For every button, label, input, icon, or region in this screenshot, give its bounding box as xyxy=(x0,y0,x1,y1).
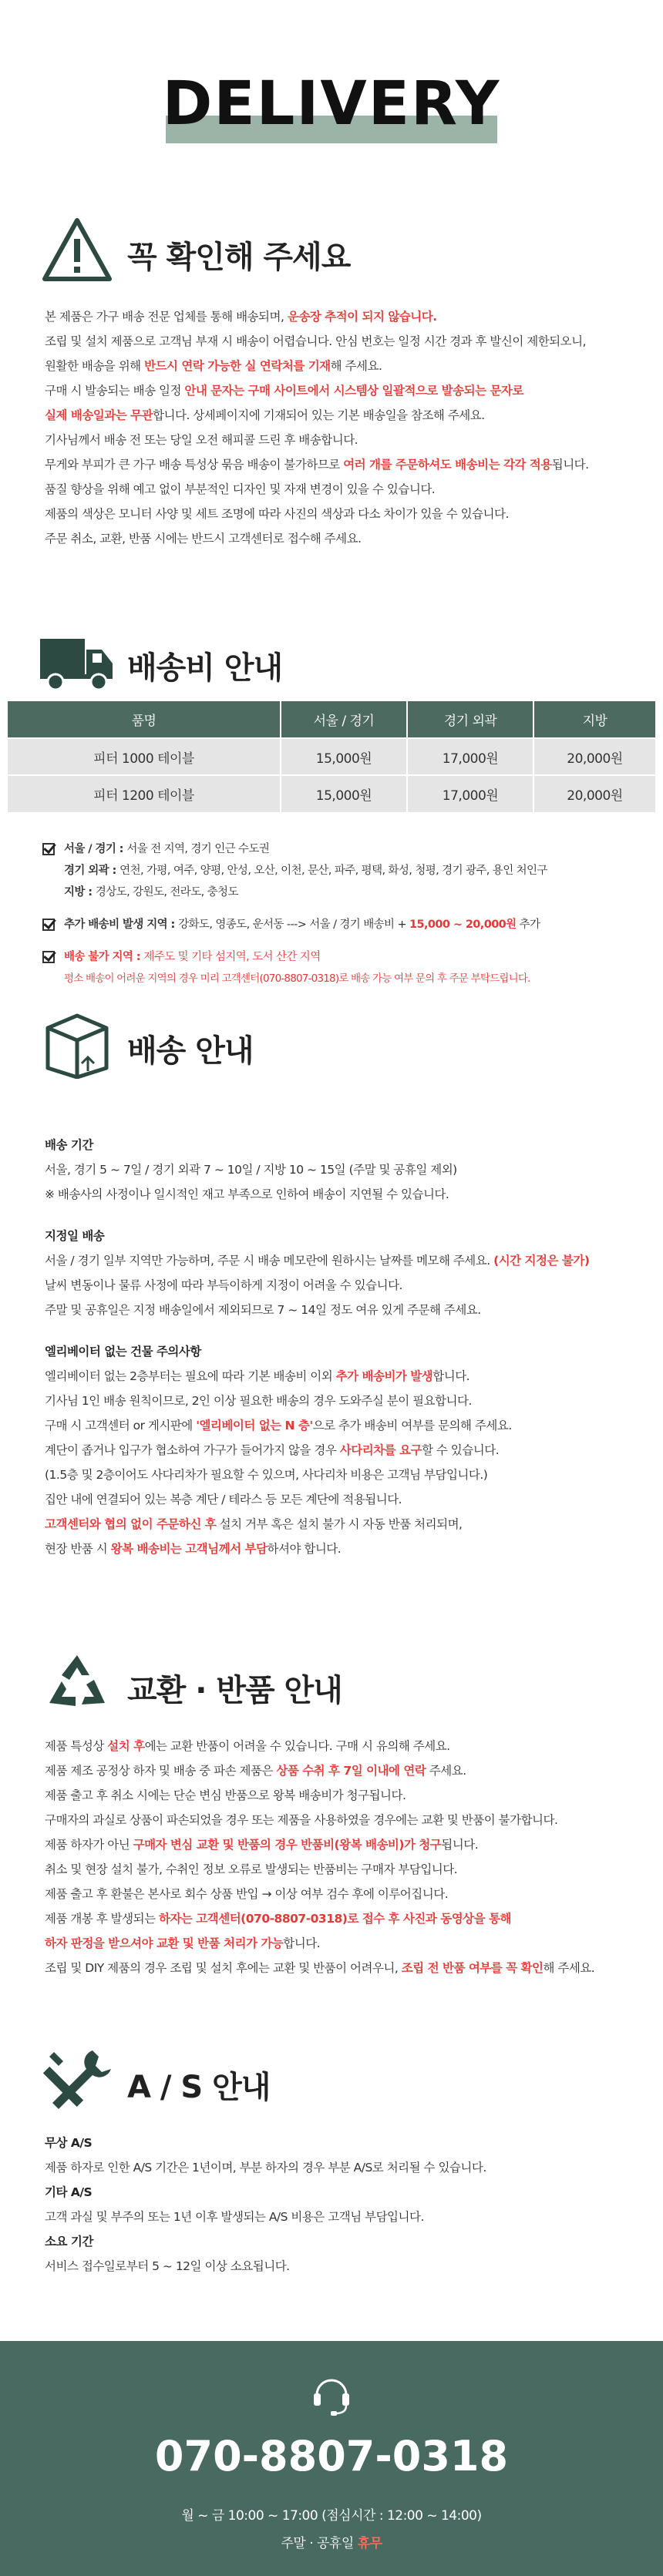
region-note-gyeonggi xyxy=(42,860,644,882)
notice-line: 조립 및 설치 제품으로 고객님 부재 시 배송이 어렵습니다. 안심 번호는 일정 시간 경과 후 발신이 제한되오니, xyxy=(45,334,587,348)
local-label: 지방 : xyxy=(64,886,96,898)
local-value: 경상도, 강원도, 전라도, 충청도 xyxy=(95,886,238,898)
returns-line: 구매자의 과실로 상품이 파손되었을 경우 또는 제품을 사용하였을 경우에는 교환 및 반품이 불가합니다. xyxy=(45,1813,558,1827)
extra-suffix: 추가 xyxy=(516,919,540,931)
recycle-icon xyxy=(39,1649,116,1718)
nodelivery-label: 배송 불가 지역 : xyxy=(64,951,144,963)
delivery-header xyxy=(39,1009,624,1079)
fee-header xyxy=(39,628,624,697)
table-row xyxy=(8,775,655,812)
date-line: 서울 / 경기 일부 지역만 가능하며, 주문 시 배송 메모란에 원하시는 날짜를 메모해 주세요. (시간 지정은 불가) xyxy=(45,1254,590,1268)
table-cell: 20,000원 xyxy=(533,738,655,775)
notice-line: 무게와 부피가 큰 가구 배송 특성상 묶음 배송이 불가하므로 여러 개를 주문하셔도 배송비는 각각 적용됩니다. xyxy=(45,458,589,472)
as-etc-text: 고객 과실 및 부주의 또는 1년 이후 발생되는 A/S 비용은 고객님 부담입니다. xyxy=(45,2210,424,2224)
as-etc-title: 기타 A/S xyxy=(45,2185,93,2199)
business-hours: 월 ~ 금 10:00 ~ 17:00 (점심시간 : 12:00 ~ 14:00) xyxy=(181,2508,482,2524)
holiday-info: 주말 · 공휴일 휴무 xyxy=(281,2536,382,2551)
headset-icon xyxy=(312,2372,351,2418)
nodelivery-note: 평소 배송이 어려운 지역의 경우 미리 고객센터(070-8807-0318)로 배송 가능 여부 문의 후 주문 부탁드립니다. xyxy=(64,972,530,985)
returns-header xyxy=(39,1649,624,1718)
elevator-line: 기사님 1인 배송 원칙이므로, 2인 이상 필요한 배송의 경우 도와주실 분이 필요합니다. xyxy=(45,1394,472,1408)
returns-line: 제품 개봉 후 발생되는 하자는 고객센터(070-8807-0318)로 접수 후 사진과 동영상을 통해 xyxy=(45,1912,511,1926)
shipping-fee-table xyxy=(8,701,655,812)
table-row xyxy=(8,738,655,775)
fee-title: 배송비 안내 xyxy=(127,650,283,686)
region-note-seoul xyxy=(42,838,644,860)
table-header-row xyxy=(8,701,655,738)
as-header xyxy=(39,2046,624,2115)
notice-line: 주문 취소, 교환, 반품 시에는 반드시 고객센터로 접수해 주세요. xyxy=(45,532,362,546)
table-cell: 17,000원 xyxy=(407,775,533,812)
date-line: 날씨 변동이나 물류 사정에 따라 부득이하게 지정이 어려울 수 있습니다. xyxy=(45,1278,402,1292)
checkbox-checked-icon xyxy=(42,843,55,855)
returns-line: 제품 하자가 아닌 구매자 변심 교환 및 반품의 경우 반품비(왕복 배송비)가 청구됩니다. xyxy=(45,1838,479,1852)
extra-value: 강화도, 영종도, 운서동 ---> 서울 / 경기 배송비 + xyxy=(178,919,410,931)
contact-footer xyxy=(0,2341,663,2576)
table-cell: 피터 1000 테이블 xyxy=(8,738,281,775)
notice-line: 원활한 배송을 위해 반드시 연락 가능한 실 연락처를 기재해 주세요. xyxy=(45,359,382,373)
box-icon xyxy=(39,1009,116,1079)
region-note-local xyxy=(42,882,644,903)
seoul-label: 서울 / 경기 : xyxy=(64,843,127,855)
column-header: 품명 xyxy=(8,701,281,738)
returns-body xyxy=(45,1734,631,1980)
checkbox-checked-icon xyxy=(42,919,55,931)
elevator-line: 현장 반품 시 왕복 배송비는 고객님께서 부담하셔야 합니다. xyxy=(45,1542,342,1556)
truck-icon xyxy=(39,628,116,697)
extra-label: 추가 배송비 발생 지역 : xyxy=(64,919,179,931)
elevator-line: 고객센터와 협의 없이 주문하신 후 설치 거부 혹은 설치 불가 시 자동 반품 처리되며, xyxy=(45,1517,463,1531)
notice-line: 품질 향상을 위해 예고 없이 부분적인 디자인 및 자재 변경이 있을 수 있습니다. xyxy=(45,482,436,496)
seoul-value: 서울 전 지역, 경기 인근 수도권 xyxy=(126,843,270,855)
region-note-extra xyxy=(42,914,644,935)
returns-line: 조립 및 DIY 제품의 경우 조립 및 설치 후에는 교환 및 반품이 어려우니, 조립 전 반품 여부를 꼭 확인해 주세요. xyxy=(45,1961,595,1975)
elevator-line: (1.5층 및 2층이어도 사다리차가 필요할 수 있으며, 사다리차 비용은 고객님 부담입니다.) xyxy=(45,1468,488,1482)
as-body xyxy=(45,2131,631,2279)
elevator-line: 엘리베이터 없는 2층부터는 필요에 따라 기본 배송비 이외 추가 배송비가 발생합니다. xyxy=(45,1369,470,1383)
as-time-text: 서비스 접수일로부터 5 ~ 12일 이상 소요됩니다. xyxy=(45,2259,290,2273)
period-title: 배송 기간 xyxy=(45,1138,93,1152)
date-title: 지정일 배송 xyxy=(45,1229,105,1243)
notice-line: 구매 시 발송되는 배송 일정 안내 문자는 구매 사이트에서 시스템상 일괄적으로 발송되는 문자로 xyxy=(45,384,523,398)
period-line: ※ 배송사의 사정이나 일시적인 재고 부족으로 인하여 배송이 지연될 수 있습니다. xyxy=(45,1187,449,1201)
table-cell: 20,000원 xyxy=(533,775,655,812)
returns-line: 제품 출고 후 취소 시에는 단순 변심 반품으로 왕복 배송비가 청구됩니다. xyxy=(45,1788,406,1802)
phone-number[interactable]: 070-8807-0318 xyxy=(154,2432,509,2480)
gyeonggi-value: 연천, 가평, 여주, 양평, 안성, 오산, 이천, 문산, 파주, 평택, 화성, 청평, 경기 광주, 용인 처인구 xyxy=(119,865,547,877)
warning-icon xyxy=(39,216,116,285)
elevator-line: 구매 시 고객센터 or 게시판에 '엘리베이터 없는 N 층'으로 추가 배송비 여부를 문의해 주세요. xyxy=(45,1419,512,1432)
returns-line: 취소 및 현장 설치 불가, 수취인 정보 오류로 발생되는 반품비는 구매자 부담입니다. xyxy=(45,1862,458,1876)
checkbox-checked-icon xyxy=(42,951,55,963)
returns-line: 제품 특성상 설치 후에는 교환 반품이 어려울 수 있습니다. 구매 시 유의해 주세요. xyxy=(45,1739,450,1753)
returns-line: 하자 판정을 받으셔야 교환 및 반품 처리가 가능합니다. xyxy=(45,1936,321,1950)
as-time-title: 소요 기간 xyxy=(45,2235,93,2249)
notice-line: 제품의 색상은 모니터 사양 및 세트 조명에 따라 사진의 색상과 다소 차이가 있을 수 있습니다. xyxy=(45,507,509,521)
notice-title: 꼭 확인해 주세요 xyxy=(127,240,351,275)
date-line: 주말 및 공휴일은 지정 배송일에서 제외되므로 7 ~ 14일 정도 여유 있게 주문해 주세요. xyxy=(45,1303,481,1317)
delivery-body xyxy=(45,1133,631,1561)
table-cell: 15,000원 xyxy=(281,775,407,812)
column-header: 경기 외곽 xyxy=(407,701,533,738)
delivery-title: 배송 안내 xyxy=(127,1033,254,1069)
table-cell: 15,000원 xyxy=(281,738,407,775)
notice-line: 본 제품은 가구 배송 전문 업체를 통해 배송되며, 운송장 추적이 되지 않습니다. xyxy=(45,310,437,324)
page-title: DELIVERY xyxy=(162,69,501,139)
period-line: 서울, 경기 5 ~ 7일 / 경기 외곽 7 ~ 10일 / 지방 10 ~ 15일 (주말 및 공휴일 제외) xyxy=(45,1163,457,1177)
returns-line: 제품 출고 후 환불은 본사로 회수 상품 반입 → 이상 여부 검수 후에 이루어집니다. xyxy=(45,1887,449,1901)
notice-header xyxy=(39,216,624,285)
as-free-text: 제품 하자로 인한 A/S 기간은 1년이며, 부분 하자의 경우 부분 A/S로 처리될 수 있습니다. xyxy=(45,2161,486,2175)
extra-price: 15,000 ~ 20,000원 xyxy=(409,919,517,931)
table-cell: 17,000원 xyxy=(407,738,533,775)
returns-title: 교환 · 반품 안내 xyxy=(127,1673,342,1708)
hero xyxy=(0,0,663,177)
elevator-line: 집안 내에 연결되어 있는 복층 계단 / 테라스 등 모든 계단에 적용됩니다. xyxy=(45,1493,402,1506)
elevator-line: 계단이 좁거나 입구가 협소하여 가구가 들어가지 않을 경우 사다리차를 요구할 수 있습니다. xyxy=(45,1443,500,1457)
notice-body xyxy=(45,304,631,551)
nodelivery-value: 제주도 및 기타 섬지역, 도서 산간 지역 xyxy=(143,951,321,963)
region-notes xyxy=(42,838,644,989)
as-title: A / S 안내 xyxy=(127,2070,271,2105)
column-header: 서울 / 경기 xyxy=(281,701,407,738)
column-header: 지방 xyxy=(533,701,655,738)
returns-line: 제품 제조 공정상 하자 및 배송 중 파손 제품은 상품 수취 후 7일 이내에 연락 주세요. xyxy=(45,1764,466,1778)
table-cell: 피터 1200 테이블 xyxy=(8,775,281,812)
gyeonggi-label: 경기 외곽 : xyxy=(64,865,120,877)
region-note-nodelivery xyxy=(42,946,644,968)
elevator-title: 엘리베이터 없는 건물 주의사항 xyxy=(45,1345,201,1359)
tools-icon xyxy=(39,2046,116,2115)
as-free-title: 무상 A/S xyxy=(45,2136,93,2150)
notice-line: 기사님께서 배송 전 또는 당일 오전 해피콜 드린 후 배송합니다. xyxy=(45,433,358,447)
notice-line: 실제 배송일과는 무관합니다. 상세페이지에 기재되어 있는 기본 배송일을 참조해 주세요. xyxy=(45,408,485,422)
